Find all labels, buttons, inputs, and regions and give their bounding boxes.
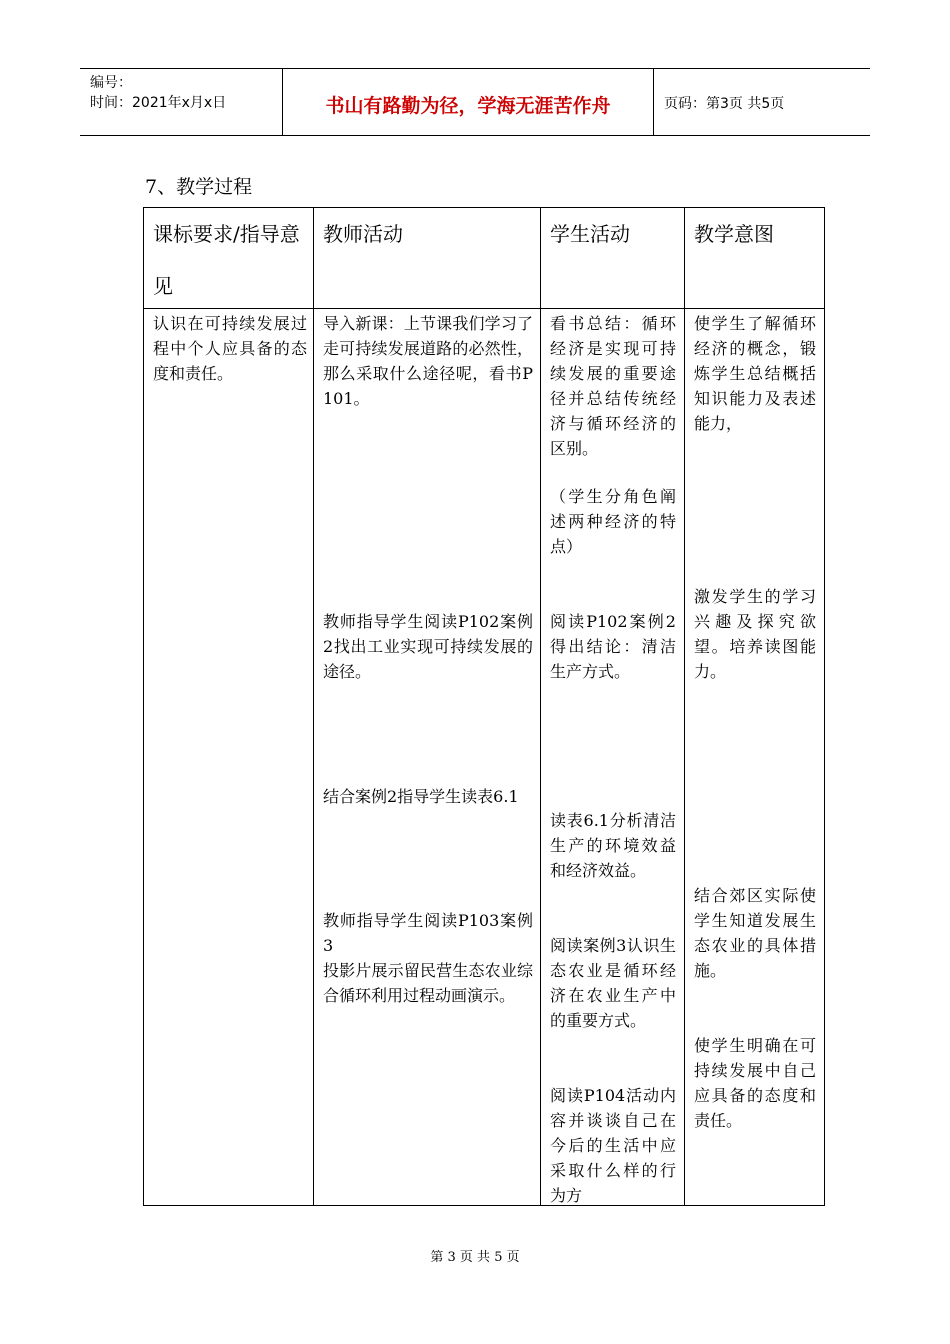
document-number: 编号： (90, 75, 132, 91)
section-title: 7、教学过程 (145, 176, 253, 198)
teacher-activity-table61: 结合案例2指导学生读表6.1 (323, 787, 519, 806)
header-student-activity: 学生活动 (550, 222, 630, 246)
student-activity-case3: 阅读案例3认识生态农业是循环经济在农业生产中的重要方式。 (550, 936, 676, 1030)
table-border-left (143, 207, 144, 1206)
table-column-divider (313, 207, 314, 1206)
document-date: 时间：2021年x月x日 (90, 95, 227, 111)
header-page-number: 页码：第3页 共5页 (664, 96, 785, 112)
intent-interest: 激发学生的学习兴趣及探究欲望。培养读图能力。 (694, 587, 816, 681)
header-teaching-intent: 教学意图 (694, 222, 774, 246)
intent-responsibility: 使学生明确在可持续发展中自己应具备的态度和责任。 (694, 1036, 816, 1130)
header-motto: 书山有路勤为径，学海无涯苦作舟 (325, 95, 611, 117)
student-activity-case2: 阅读P102案例2得出结论：清洁生产方式。 (550, 612, 676, 681)
intent-circular-economy: 使学生了解循环经济的概念，锻炼学生总结概括知识能力及表述能力， (694, 314, 816, 433)
teacher-activity-case2: 教师指导学生阅读P102案例2找出工业实现可持续发展的途径。 (323, 612, 533, 681)
standards-text: 认识在可持续发展过程中个人应具备的态度和责任。 (153, 314, 307, 383)
teacher-activity-case3: 教师指导学生阅读P103案例3 (323, 911, 533, 955)
intent-eco-agriculture: 结合郊区实际使学生知道发展生态农业的具体措施。 (694, 886, 816, 980)
table-column-divider (684, 207, 685, 1206)
header-teacher-activity: 教师活动 (323, 222, 403, 246)
teacher-activity-intro: 导入新课：上节课我们学习了走可持续发展道路的必然性，那么采取什么途径呢，看书P101。 (323, 314, 533, 408)
student-activity-p104: 阅读P104活动内容并谈谈自己在今后的生活中应采取什么样的行为方 (550, 1086, 676, 1205)
student-activity-roleplay: （学生分角色阐述两种经济的特点） (550, 487, 676, 556)
student-activity-summary: 看书总结：循环经济是实现可持续发展的重要途径并总结传统经济与循环经济的区别。 (550, 314, 676, 458)
table-border-bottom (143, 1205, 825, 1206)
table-border-right (824, 207, 825, 1206)
page-footer: 第 3 页 共 5 页 (430, 1250, 520, 1265)
header-standards: 课标要求/指导意见 (153, 222, 300, 298)
table-column-divider (540, 207, 541, 1206)
student-activity-table61: 读表6.1分析清洁生产的环境效益和经济效益。 (550, 811, 676, 880)
teacher-activity-slides: 投影片展示留民营生态农业综合循环利用过程动画演示。 (323, 961, 533, 1005)
